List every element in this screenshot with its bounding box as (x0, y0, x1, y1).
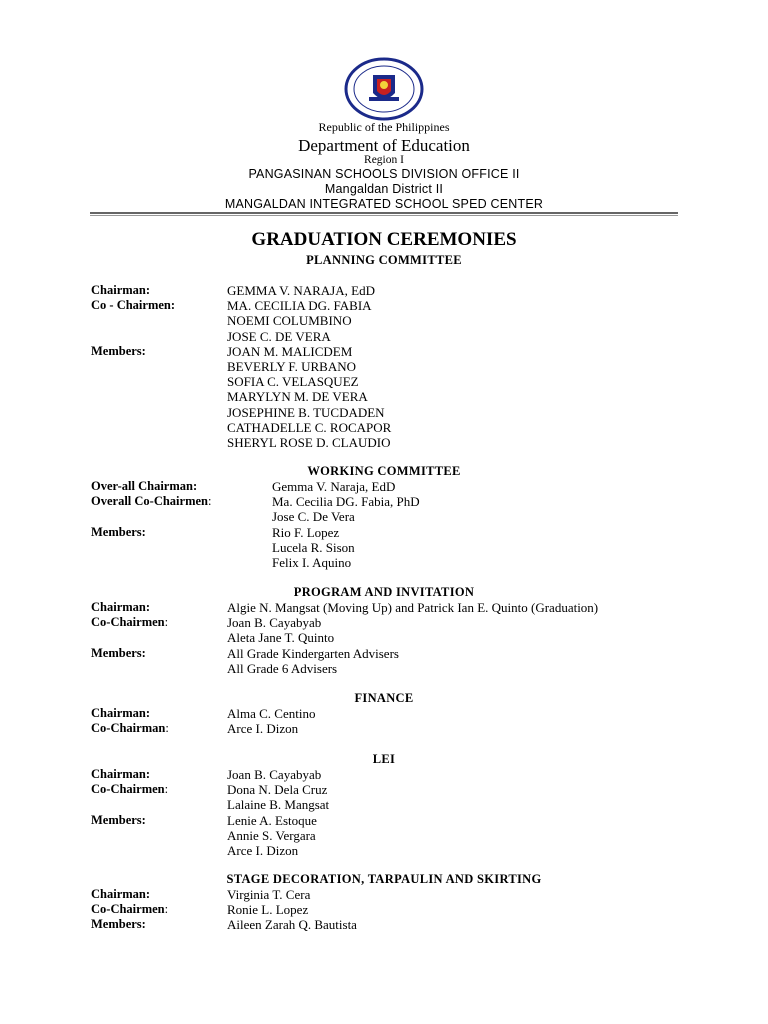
member-name: Aileen Zarah Q. Bautista (227, 917, 357, 933)
member-name: Felix I. Aquino (272, 555, 352, 570)
role-colon: : (164, 782, 169, 797)
committee-role (91, 887, 150, 902)
member-name: Arce I. Dizon (227, 721, 299, 737)
section-heading: STAGE DECORATION, TARPAULIN AND SKIRTING (226, 872, 542, 886)
member-name: Rio F. Lopez (272, 524, 340, 540)
role-label: Chairman: (91, 706, 151, 720)
member-name: BEVERLY F. URBANO (227, 359, 356, 374)
role-label: Members: (91, 524, 146, 539)
member-name: JOSE C. DE VERA (227, 328, 331, 344)
role-label: Chairman: (91, 887, 151, 901)
member-name: Arce I. Dizon (227, 843, 299, 858)
committee-role (91, 344, 146, 359)
committee-role (91, 721, 169, 736)
role-label: Co - Chairmen: (91, 298, 176, 313)
role-colon: : (208, 494, 212, 509)
committee-role (91, 283, 150, 298)
member-name: Lenie A. Estoque (227, 812, 317, 828)
role-label: Members: (91, 645, 146, 660)
role-colon: : (164, 615, 169, 630)
member-name: Jose C. De Vera (272, 509, 355, 525)
member-name: JOAN M. MALICDEM (227, 343, 353, 359)
committee-role (91, 646, 146, 661)
division-office: PANGASINAN SCHOOLS DIVISION OFFICE II (248, 167, 520, 181)
member-name: NOEMI COLUMBINO (227, 313, 352, 329)
member-name: SOFIA C. VELASQUEZ (227, 374, 359, 390)
committee-role (91, 298, 175, 313)
committee-role (91, 813, 146, 828)
committee-role (91, 615, 168, 630)
department-name: Department of Education (298, 136, 470, 155)
role-label: Co-Chairman (91, 721, 166, 736)
role-label: Overall Co-Chairmen (91, 494, 208, 509)
member-name: Lalaine B. Mangsat (227, 797, 330, 813)
committee-role (91, 917, 146, 932)
member-name: Dona N. Dela Cruz (227, 782, 328, 798)
section-heading: PLANNING COMMITTEE (306, 253, 462, 267)
section-heading: FINANCE (354, 691, 414, 705)
member-name: GEMMA V. NARAJA, EdD (227, 283, 375, 298)
committee-role (91, 479, 197, 494)
role-label: Co-Chairmen (91, 782, 165, 797)
member-name: Ma. Cecilia DG. Fabia, PhD (272, 494, 420, 510)
member-name: Lucela R. Sison (272, 539, 355, 555)
member-name: Joan B. Cayabyab (227, 767, 322, 782)
role-label: Members: (91, 343, 146, 358)
member-name: Algie N. Mangsat (Moving Up) and Patrick Ian E. Quinto (Graduation) (227, 600, 599, 615)
role-label: Co-Chairmen (91, 902, 165, 917)
role-label: Members: (91, 812, 146, 827)
region-line: Region I (364, 154, 404, 166)
member-name: MARYLYN M. DE VERA (227, 389, 368, 405)
committee-role (91, 706, 150, 721)
header-divider (90, 212, 678, 216)
committee-role (91, 902, 168, 917)
role-label: Co-Chairmen (91, 615, 165, 630)
committee-role (91, 782, 168, 797)
member-name: Ronie L. Lopez (227, 902, 309, 918)
section-heading: PROGRAM AND INVITATION (293, 585, 475, 599)
role-label: Chairman: (91, 767, 151, 781)
member-name: Gemma V. Naraja, EdD (272, 479, 396, 494)
role-colon: : (164, 902, 169, 917)
role-label: Members: (91, 917, 146, 932)
section-heading: LEI (372, 752, 396, 766)
document-title: GRADUATION CEREMONIES (251, 229, 517, 250)
member-name: All Grade 6 Advisers (227, 660, 338, 676)
committee-role (91, 767, 150, 782)
role-label: Chairman: (91, 600, 151, 614)
member-name: SHERYL ROSE D. CLAUDIO (227, 435, 391, 450)
member-name: MA. CECILIA DG. FABIA (227, 298, 372, 314)
member-name: Joan B. Cayabyab (227, 615, 322, 631)
member-name: Alma C. Centino (227, 706, 316, 721)
committee-role (91, 494, 211, 509)
section-heading: WORKING COMMITTEE (307, 464, 461, 478)
member-name: All Grade Kindergarten Advisers (227, 645, 399, 661)
district-line: Mangaldan District II (324, 182, 444, 196)
member-name: CATHADELLE C. ROCAPOR (227, 419, 392, 435)
school-name: MANGALDAN INTEGRATED SCHOOL SPED CENTER (224, 197, 544, 211)
member-name: Annie S. Vergara (227, 827, 316, 843)
committee-role (91, 525, 146, 540)
republic-line: Republic of the Philippines (318, 120, 450, 134)
role-label: Over-all Chairman: (91, 479, 198, 493)
role-label: Chairman: (91, 283, 151, 297)
deped-seal-logo (343, 57, 425, 121)
role-colon: : (165, 721, 169, 736)
committee-role (91, 600, 150, 615)
member-name: JOSEPHINE B. TUCDADEN (227, 404, 385, 420)
member-name: Virginia T. Cera (227, 887, 311, 902)
member-name: Aleta Jane T. Quinto (227, 630, 335, 646)
